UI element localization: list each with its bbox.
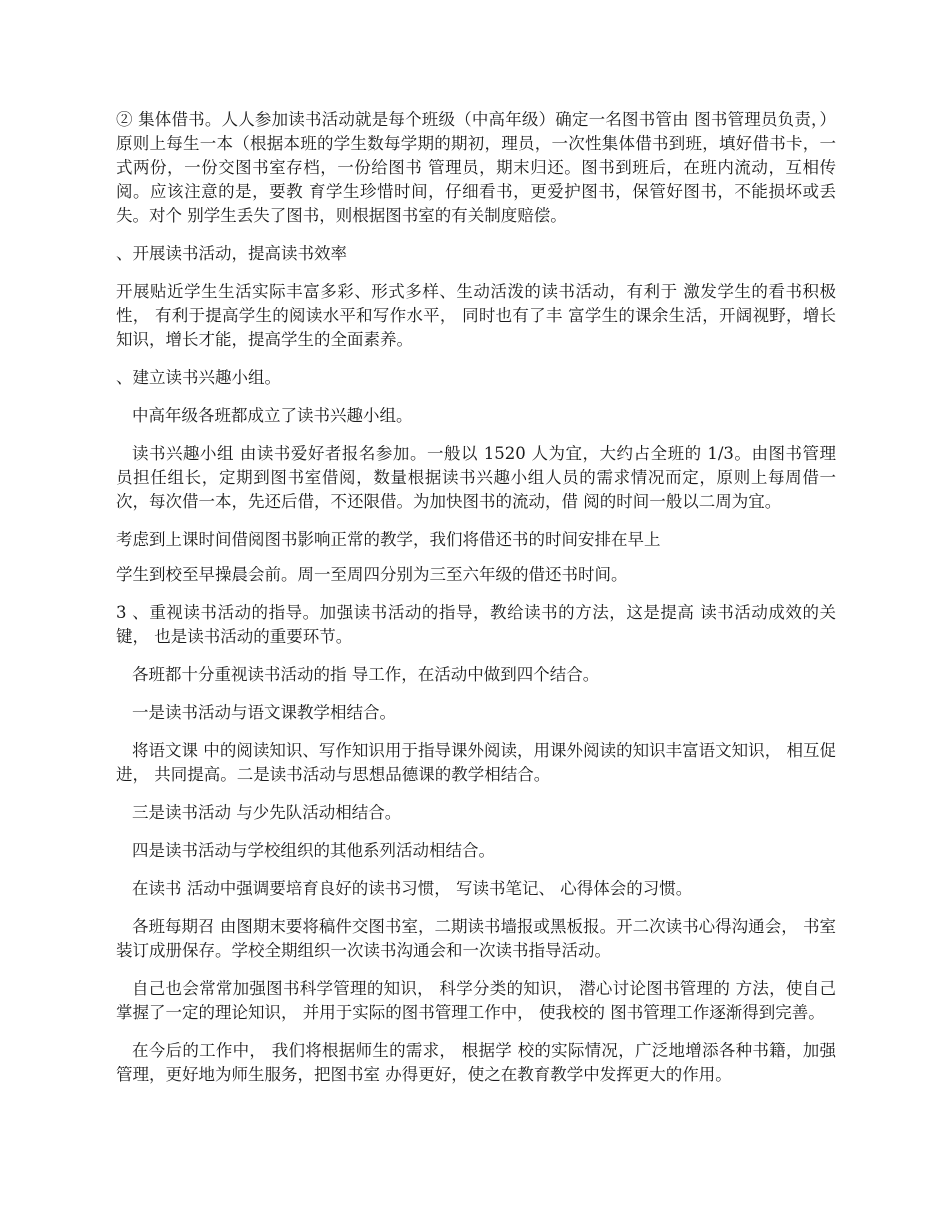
paragraph-chinese-class: 将语文课 中的阅读知识、写作知识用于指导课外阅读，用课外阅读的知识丰富语文知识， 相互促进， 共同提高。二是读书活动与思想品德课的教学相结合。 — [116, 741, 836, 784]
heading-reading-activities: 、开展读书活动，提高读书效率 — [116, 244, 347, 263]
paragraph-self-improvement: 自己也会常常加强图书科学管理的知识， 科学分类的知识， 潜心讨论图书管理的 方法，使自己掌握了一定的理论知识， 并用于实际的图书管理工作中， 使我校的 图书管理工作逐渐得到完善。 — [116, 979, 836, 1022]
paragraph-activities-benefits: 开展贴近学生生活实际丰富多彩、形式多样、生动活泼的读书活动，有利于 激发学生的看书积极性， 有利于提高学生的阅读水平和写作水平， 同时也有了丰 富学生的课余生活，开阔视野，增长知识，增长才能，提高学生的全面素养。 — [116, 282, 836, 349]
paragraph-borrow-time-1: 考虑到上课时间借阅图书影响正常的教学，我们将借还书的时间安排在早上 — [116, 530, 661, 549]
heading-interest-group: 、建立读书兴趣小组。 — [116, 368, 281, 387]
paragraph-groups-formed: 中高年级各班都成立了读书兴趣小组。 — [132, 406, 413, 425]
paragraph-class-exchange: 各班每期召 由图期末要将稿件交图书室，二期读书墙报或黑板报。开二次读书心得沟通会， 书室装订成册保存。学校全期组织一次读书沟通会和一次读书指导活动。 — [116, 917, 836, 960]
heading-reading-guidance: 3 、重视读书活动的指导。加强读书活动的指导，教给读书的方法，这是提高 读书活动成效的关键， 也是读书活动的重要环节。 — [116, 603, 836, 646]
paragraph-combination-1: 一是读书活动与语文课教学相结合。 — [132, 703, 396, 722]
paragraph-borrow-time-2: 学生到校至早操晨会前。周一至周四分别为三至六年级的借还书时间。 — [116, 565, 628, 584]
paragraph-future-work: 在今后的工作中， 我们将根据师生的需求， 根据学 校的实际情况，广泛地增添各种书籍，加强管理，更好地为师生服务，把图书室 办得更好，使之在教育教学中发挥更大的作用。 — [116, 1041, 836, 1084]
paragraph-reading-habits: 在读书 活动中强调要培育良好的读书习惯， 写读书笔记、 心得体会的习惯。 — [132, 879, 693, 898]
paragraph-combination-3: 三是读书活动 与少先队活动相结合。 — [132, 803, 402, 822]
paragraph-group-rules: 读书兴趣小组 由读书爱好者报名参加。一般以 1520 人为宜，大约占全班的 1/3。由图书管理 员担任组长，定期到图书室借阅，数量根据读书兴趣小组人员的需求情况而定，原则上每周借一次，每次借一本，先还后借，不还限借。为加快图书的流动，借 阅的时间一般以二周为宜。 — [116, 444, 836, 511]
paragraph-four-combinations: 各班都十分重视读书活动的指 导工作，在活动中做到四个结合。 — [132, 665, 600, 684]
paragraph-combination-4: 四是读书活动与学校组织的其他系列活动相结合。 — [132, 841, 495, 860]
document-page — [116, 108, 836, 1101]
paragraph-collective-borrowing: ② 集体借书。人人参加读书活动就是每个班级（中高年级）确定一名图书管由 图书管理员负责，）原则上每生一本（根据本班的学生数每学期的期初，理员，一次性集体借书到班，填好借书卡，一式两份，一份交图书室存档，一份给图书 管理员，期末归还。图书到班后，在班内流动，互相传阅。应该注意的是，要教 育学生珍惜时间，仔细看书，更爱护图书，保管好图书，不能损坏或丢失。对个 别学生丢失了图书，则根据图书室的有关制度赔偿。 — [116, 110, 836, 225]
